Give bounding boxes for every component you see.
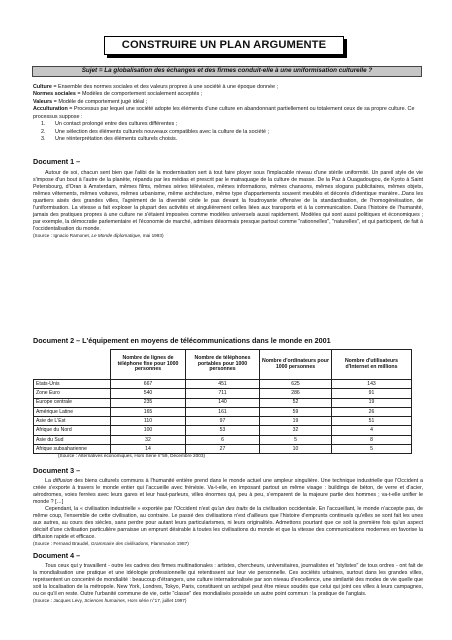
definition-acculturation: Acculturation = Processus par lequel une société adopte les éléments d'une culture en abandonnant partiellement ou totalement ceux de sa propre culture. Ce processus suppose : (33, 106, 415, 120)
doc1-text: Autour de soi, chacun sent bien que l'alibi de la modernisation sert à tout faire ployer sous l'implacable niveau d'une stérile uniformité. Un pareil style de vie s'impose d'un bout à l'autre de la planète, répandu par les médias et prescrit par le matraquage de la culture de masse. De la Paz à Ouagadougou, de Kyoto à Saint Petersbourg, d'Oran à Amsterdam, mêmes films, mêmes séries télévisées, mêmes informations, mêmes chansons, mêmes slogans publicitaires, mêmes objets, mêmes vêtements, mêmes voitures, mêmes urbanisme, même architecture, même type d'appartements souvent meublés et décorés d'identique manière...Dans les quartiers aisés des grandes villes, l'agrément de la diversité cède le pas devant la foudroyante offensive de la standardisation, de l'homogénéisation, de l'uniformisation. La vitesse a fait exploser la plupart des activités et singulièrement celles liées aux transports et à la communication. Dans l'histoire de l'humanité, jamais des pratiques propres à une culture ne s'étaient imposées comme modèles universels aussi rapidement. Modèles qui sont aussi politiques et économiques ; par exemple, la démocratie parlementaire et l'économie de marché, admises désormais presque partout comme "rationnelles", "naturelles", et qui participent, de fait à l'occidentalisation du monde. (Source : Ignacio Ramonet, Le Monde diplomatique, mai 1993) (33, 170, 423, 239)
column-header: Nombre de téléphones portables pour 1000 personnes (186, 350, 260, 380)
table-row: Zone Euro 540 711 286 91 (34, 389, 412, 398)
table-row: Afrique du Nord 100 53 32 4 (34, 426, 412, 435)
doc2-source: (Source : Alternatives économiques, Hors Série n°59, Décembre 2003) (58, 453, 205, 458)
step-item: 2. Une sélection des éléments culturels nouveaux compatibles avec la culture de la société ; (41, 128, 269, 135)
subject-text: Sujet = La globalisation des échanges et des firmes conduit-elle à une uniformisation culturelle ? (81, 67, 373, 75)
table-header-row (34, 350, 412, 380)
doc1-heading: Document 1 – (33, 157, 81, 166)
definition-valeurs: Valeurs = Modèle de comportement jugé idéal ; (33, 98, 148, 105)
title-box (104, 36, 344, 55)
table-row: Etats-Unis 667 451 625 143 (34, 380, 412, 389)
table-row: Asie de L'Est 110 97 19 51 (34, 417, 412, 426)
doc3-source: (Source : Fernand Braudel, Grammaire des civilisations, Flammarion 1987) (33, 541, 189, 547)
definition-culture: Culture = Ensemble des normes sociales et des valeurs propres à une société à une époque donnée ; (33, 84, 278, 90)
doc4-source: (Source : Jacques Levy, Sciences humaines, Hors série n°17, juillet 1997) (33, 598, 187, 604)
doc1-source: (Source : Ignacio Ramonet, Le Monde diplomatique, mai 1993) (33, 233, 164, 239)
definitions (33, 84, 423, 144)
column-header: Nombre de lignes de téléphone fixe pour 1000 personnes (111, 350, 186, 380)
doc2-heading: Document 2 – L'équipement en moyens de télécommunications dans le monde en 2001 (33, 336, 331, 345)
step-item: 1. Un contact prolongé entre des cultures différentes ; (41, 121, 178, 128)
table-row: Europe centrale 235 140 52 19 (34, 398, 412, 407)
subject-bar (32, 66, 422, 77)
column-header: Nombre d'utilisateurs d'Internet en millions (332, 350, 412, 380)
step-item: 3. Une réinterprétation des éléments culturels choisis. (41, 136, 178, 143)
table-row: Afrique subsaharienne 14 27 10 5 (34, 445, 412, 454)
table-row: Asie du Sud 32 6 5 8 (34, 435, 412, 444)
doc4-text: Tous ceux qui y travaillent - outre les cadres des firmes multinationales : artistes, chercheurs, universitaires, journalistes et "stylistes" de tous ordres - ont fait de la mondialisation une pratique et une idéologie professionnelle qui retentissent sur leur vie personnelle. Ces sociétés urbaines, surtout dans les grandes villes, représentent un concentré de mondialité : beaucoup d'étrangers, une culture internationalisée par son niveau d'excellence, une similarité des modes de vie quelle que soit la localisation de la métropole. New York, Londres, Tokyo, Paris, constituent un archipel peut être mieux soudés que celui qui joint ces villes à leurs campagnes, ou ce qu'il en reste. Outre l'urbanité commune de vie, cette "classe" des mondialisés possède un autre point commun : la pratique de l'anglais. (Source : Jacques Levy, Sciences humaines, Hors série n°17, juillet 1997) (33, 563, 423, 604)
definition-normes: Normes sociales = Modèles de comportement socialement acceptés ; (33, 91, 203, 98)
doc3-heading: Document 3 – (33, 466, 81, 475)
doc3-text: La diffusion des biens culturels communs à l'humanité entière prend dans le monde actuel une ampleur singulière. Une technique industrielle que l'Occident a créée s'exporte à travers le monde entier qui l'accueille avec frénésie. Va-t-elle, en imposant partout un même visage : buildings de béton, de verre et d'acier, aérodromes, voies ferrées avec leurs gares et leur haut-parleurs, villes énormes qui, peu à peu, s'emparent de la majeure partie des hommes ; va-t-elle unifier le monde ? […] Cependant, la « civilisation industrielle » exportée par l'Occident n'est qu'un des traits de la civilisation occidentale. En l'accueillant, le monde n'accepte pas, de même coup, l'ensemble de cette civilisation, au contraire. Le passé des civilisations n'est d'ailleurs que l'histoire d'emprunts continuels qu'elles se sont fait les unes aux autres, au cours des siècles, sans perdre pour autant leurs particularismes, ni leurs originalités. Admettons pourtant que ce soit la première fois qu'un aspect décisif d'une civilisation particulière parraisse un emprunt désirable à toutes les civilisations du monde et que la vitesse des communications modernes en favorise la diffusion rapide et efficace. (Source : Fernand Braudel, Grammaire des civilisations, Flammarion 1987) (33, 478, 423, 547)
table-row: Amérique Latine 165 161 59 26 (34, 407, 412, 416)
column-header: Nombre d'ordinateurs pour 1000 personnes (260, 350, 332, 380)
telecom-table (33, 349, 412, 454)
doc4-heading: Document 4 – (33, 551, 81, 560)
page-title: CONSTRUIRE UN PLAN ARGUMENTE (121, 39, 327, 52)
